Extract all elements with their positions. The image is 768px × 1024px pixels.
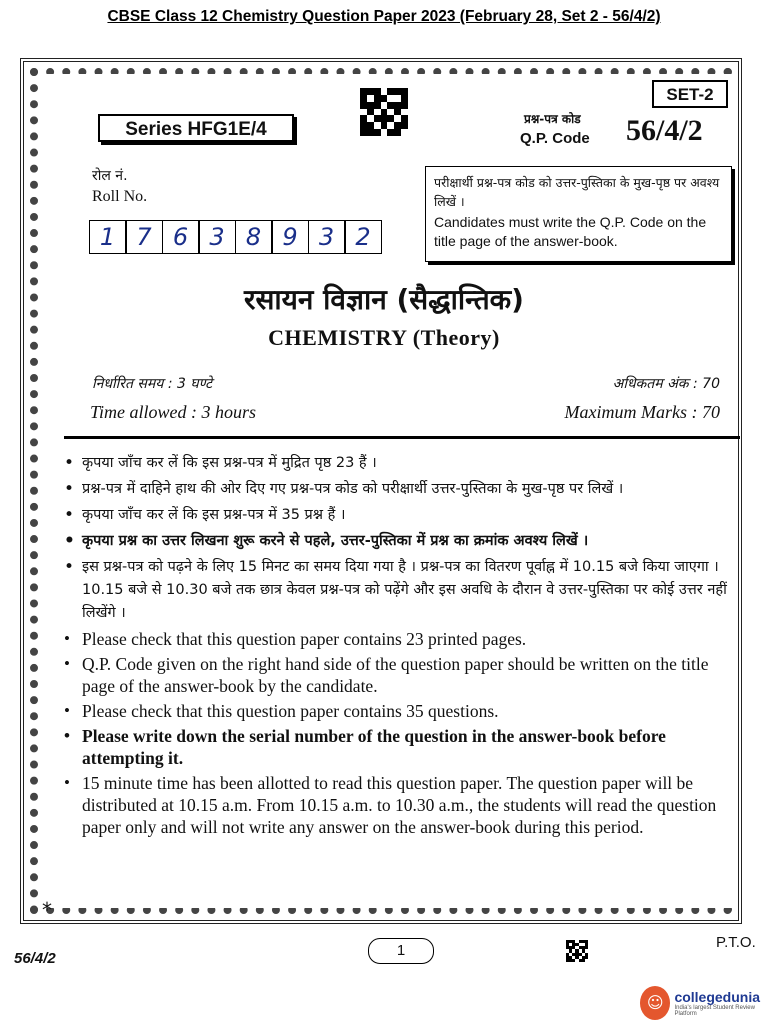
list-item: • Please check that this question paper contains 35 questions. [62,700,730,722]
qp-code-label: Q.P. Code [520,130,590,147]
brand-logo-icon: ☺ [640,986,670,1020]
roll-label-hindi: रोल नं. [92,168,128,184]
list-item: • कृपया प्रश्न का उत्तर लिखना शुरू करने से पहले, उत्तर-पुस्तिका में प्रश्न का क्रमांक अवश्य लिखें । [62,530,730,553]
qr-code-icon [360,88,408,136]
pto-label: P.T.O. [716,934,756,951]
roll-digit: 3 [308,220,346,254]
star-mark: * [42,898,52,922]
roll-digit: 6 [162,220,200,254]
time-allowed: Time allowed : 3 hours [90,402,257,422]
qr-code-icon [566,940,588,962]
max-marks: Maximum Marks : 70 [564,402,720,422]
footer-qp-code: 56/4/2 [14,950,56,967]
roll-digit: 7 [125,220,163,254]
subject-title: CHEMISTRY (Theory) [268,325,500,350]
qp-code-instruction-box [425,166,732,262]
list-item: • इस प्रश्न-पत्र को पढ़ने के लिए 15 मिनट का समय दिया गया है । प्रश्न-पत्र का वितरण पूर्वाह्न में 10.15 बजे किया जाएगा । 10.15 बजे से 10.30 बजे तक छात्र केवल प्रश्न-पत्र को पढ़ेंगे और इस अवधि के दौरान वे उत्तर-पुस्तिका पर कोई उत्तर नहीं लिखेंगे । [62,556,730,625]
roll-digit: 9 [271,220,309,254]
list-item: • Please write down the serial number of the question in the answer-book before attempting it. [62,725,730,769]
document-title: CBSE Class 12 Chemistry Question Paper 2023 (February 28, Set 2 - 56/4/2) [107,8,661,25]
instructions-list [62,452,730,841]
brand-tagline: India's largest Student Review Platform [674,1005,755,1017]
roll-digit: 3 [198,220,236,254]
brand-text [674,989,768,1017]
roll-label: Roll No. [92,188,148,205]
list-item: • कृपया जाँच कर लें कि इस प्रश्न-पत्र में 35 प्रश्न हैं । [62,504,730,527]
list-item: • Q.P. Code given on the right hand side of the question paper should be written on the title page of the answer-book by the candidate. [62,653,730,697]
roll-digit: 1 [89,220,127,254]
brand-name: collegedunia [674,989,761,1005]
instruction-hindi: परीक्षार्थी प्रश्न-पत्र कोड को उत्तर-पुस्तिका के मुख-पृष्ठ पर अवश्य लिखें । [434,175,720,209]
max-marks-hindi: अधिकतम अंक : 70 [612,376,720,392]
divider [64,436,740,439]
brand-watermark [640,986,768,1020]
set-label: SET-2 [652,80,728,108]
roll-number-boxes [90,220,382,254]
qp-code-label-hindi: प्रश्न-पत्र कोड [524,112,581,126]
time-allowed-hindi: निर्धारित समय : 3 घण्टे [92,376,213,392]
list-item: • 15 minute time has been allotted to read this question paper. The question paper will be distributed at 10.15 a.m. From 10.15 a.m. to 10.30 a.m., the students will read the question paper only and will not write any answer on the answer-book during this period. [62,772,730,838]
series-label: Series HFG1E/4 [98,114,294,142]
list-item: • कृपया जाँच कर लें कि इस प्रश्न-पत्र में मुद्रित पृष्ठ 23 हैं । [62,452,730,475]
page-number: 1 [368,938,434,964]
subject-title-hindi: रसायन विज्ञान (सैद्धान्तिक) [244,283,524,316]
instruction-english: Candidates must write the Q.P. Code on the title page of the answer-book. [434,214,707,249]
list-item: • प्रश्न-पत्र में दाहिने हाथ की ओर दिए गए प्रश्न-पत्र कोड को परीक्षार्थी उत्तर-पुस्तिका के मुख-पृष्ठ पर लिखें । [62,478,730,501]
roll-digit: 2 [344,220,382,254]
list-item: • Please check that this question paper contains 23 printed pages. [62,628,730,650]
roll-digit: 8 [235,220,273,254]
qp-code-value: 56/4/2 [626,114,703,147]
